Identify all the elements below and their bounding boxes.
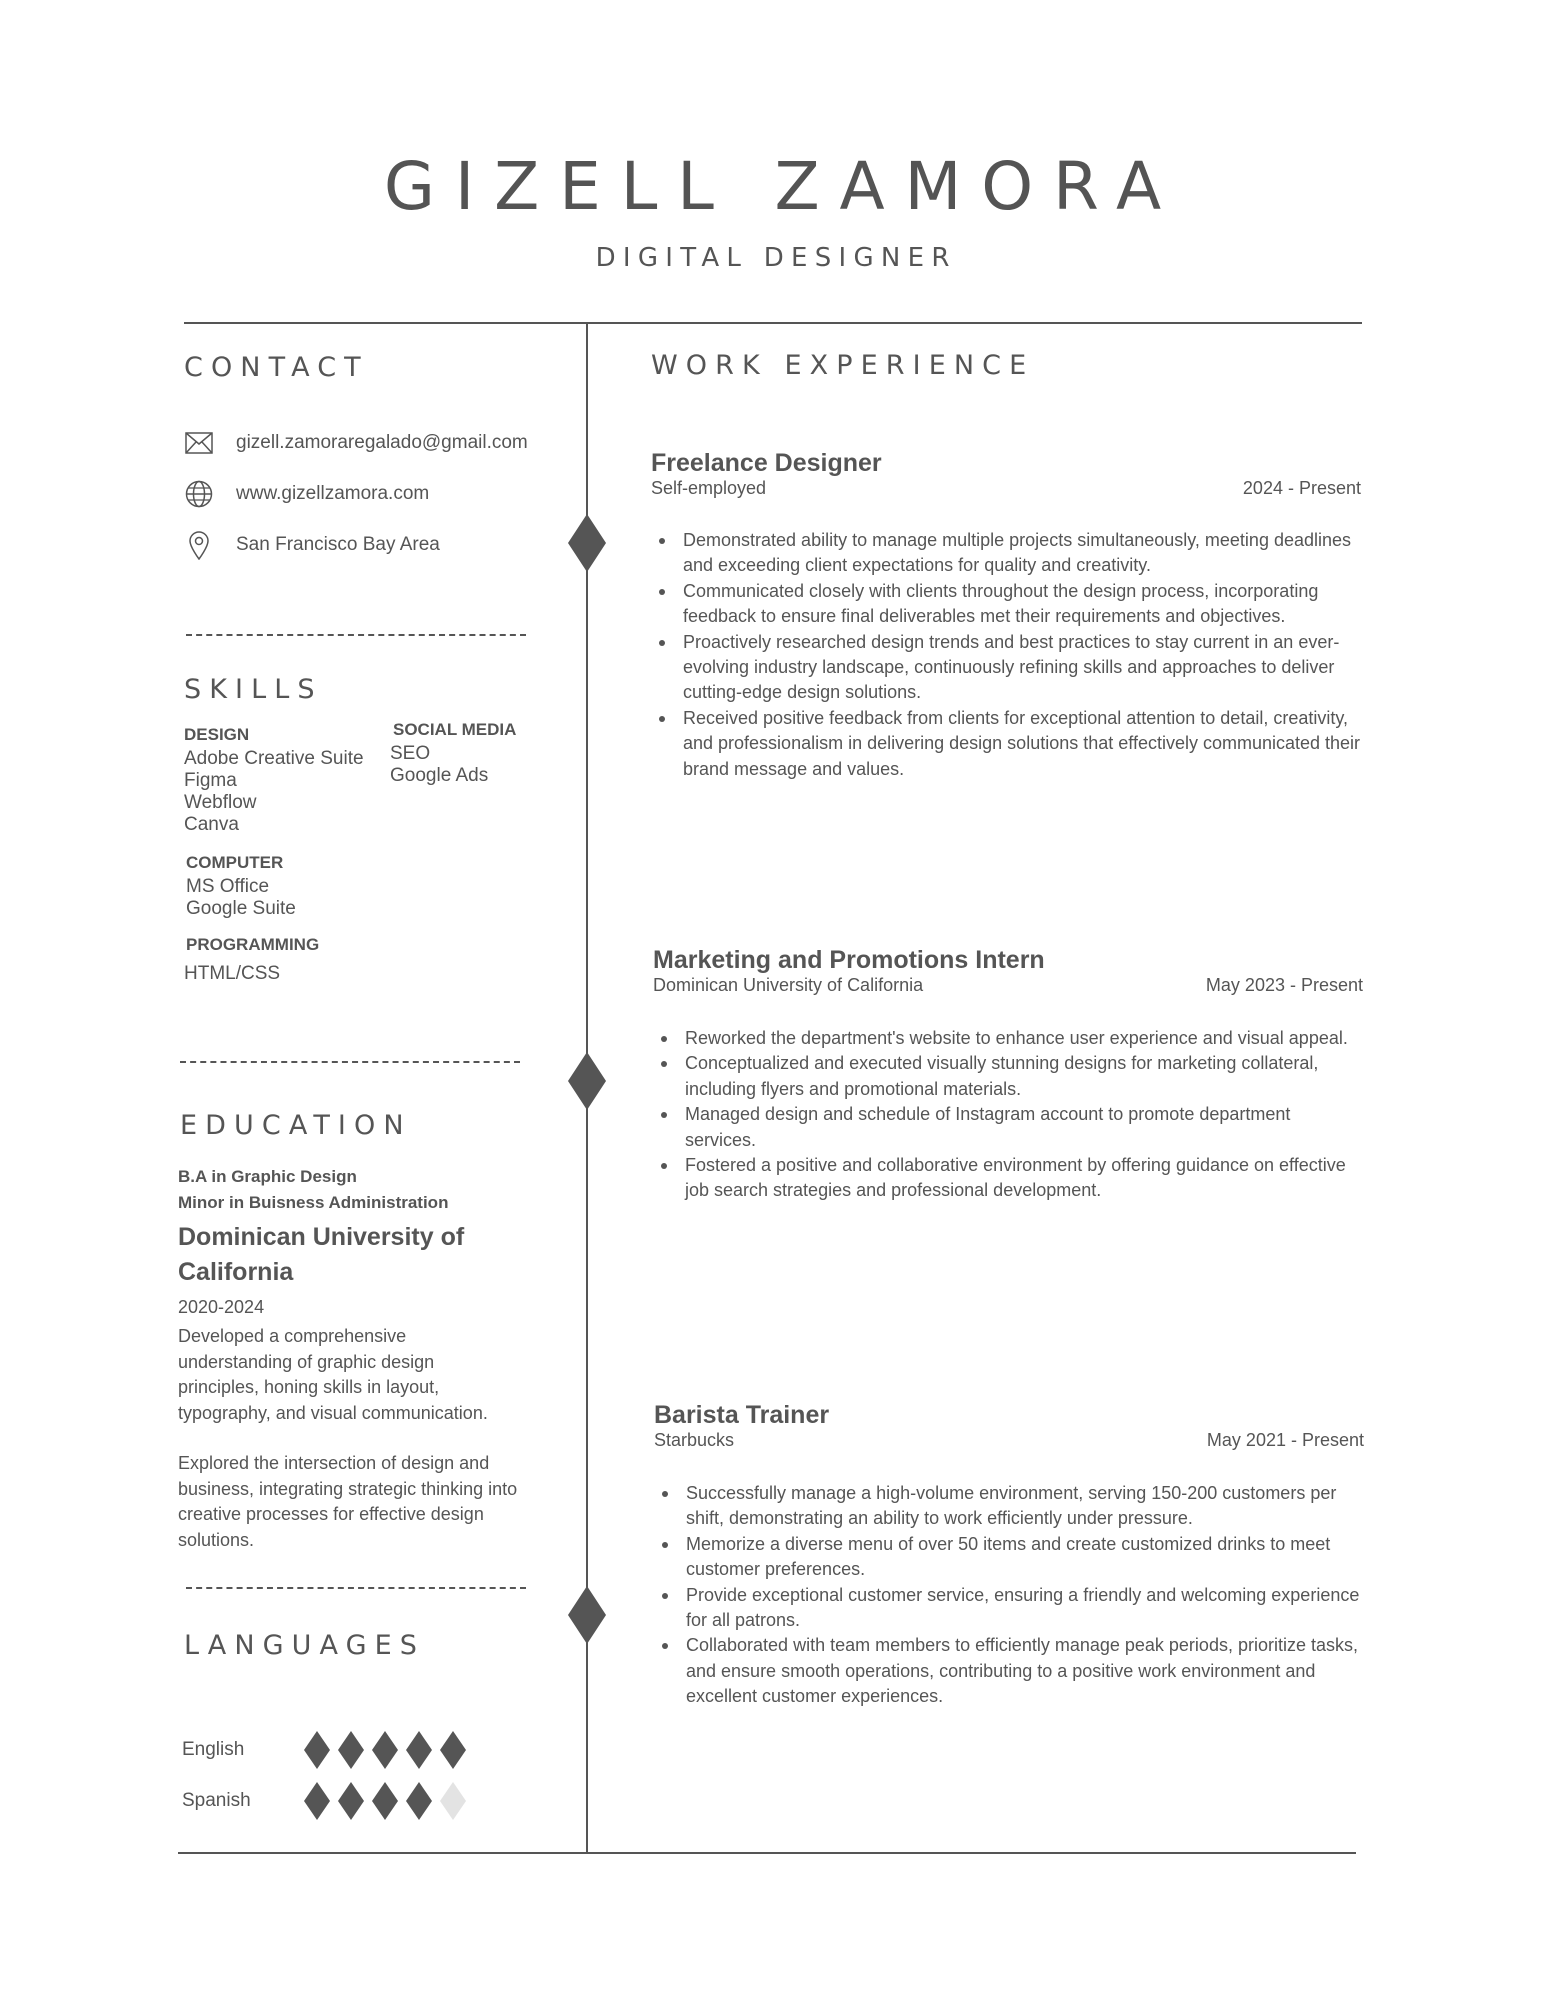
language-name: English xyxy=(182,1739,245,1760)
job-title: Freelance Designer xyxy=(651,449,882,477)
language-level xyxy=(304,1782,474,1820)
envelope-icon xyxy=(184,428,214,458)
bottom-divider xyxy=(178,1852,1356,1854)
job-entry-marketing-intern xyxy=(653,945,1363,1204)
level-diamond-filled-icon xyxy=(406,1782,432,1820)
level-diamond-filled-icon xyxy=(338,1731,364,1769)
job-title: Marketing and Promotions Intern xyxy=(653,946,1045,974)
skill-item: Google Ads xyxy=(390,765,489,786)
level-diamond-filled-icon xyxy=(406,1731,432,1769)
education-degree: B.A in Graphic Design xyxy=(178,1167,357,1186)
skills-social-media xyxy=(390,720,516,787)
job-bullet: Managed design and schedule of Instagram account to promote department services. xyxy=(653,1102,1363,1153)
contact-location xyxy=(184,530,440,560)
level-diamond-filled-icon xyxy=(440,1731,466,1769)
location-pin-icon xyxy=(184,530,214,560)
level-diamond-filled-icon xyxy=(304,1731,330,1769)
job-company: Dominican University of California xyxy=(653,975,924,995)
skills-design-head: DESIGN xyxy=(184,725,250,744)
skills-separator xyxy=(180,1061,520,1063)
job-bullet: Fostered a positive and collaborative environment by offering guidance on effective job search strategies and professional development. xyxy=(653,1153,1363,1204)
education-school-line2: California xyxy=(178,1258,294,1286)
job-bullet: Proactively researched design trends and best practices to stay current in an ever-evolving industry landscape, continuously refining skills and approaches to deliver cutting-edge design solutions. xyxy=(651,630,1361,706)
level-diamond-filled-icon xyxy=(372,1731,398,1769)
skills-social-head: SOCIAL MEDIA xyxy=(393,720,517,739)
skill-item: Adobe Creative Suite xyxy=(184,748,364,769)
skill-item: Figma xyxy=(184,770,237,791)
job-entry-freelance xyxy=(651,448,1361,782)
level-diamond-filled-icon xyxy=(372,1782,398,1820)
job-company: Self-employed xyxy=(651,478,767,498)
job-bullet: Reworked the department's website to enhance user experience and visual appeal. xyxy=(653,1026,1363,1051)
resume-role: DIGITAL DESIGNER xyxy=(595,243,957,273)
contact-email-text: gizell.zamoraregalado@gmail.com xyxy=(236,432,528,453)
job-bullets xyxy=(654,1481,1364,1710)
divider-diamond-2 xyxy=(568,1052,606,1110)
education-minor: Minor in Buisness Administration xyxy=(178,1193,449,1212)
languages-title: LANGUAGES xyxy=(184,1630,426,1661)
education-years: 2020-2024 xyxy=(178,1297,265,1317)
language-english xyxy=(182,1730,474,1770)
skills-programming xyxy=(186,935,319,985)
skills-title: SKILLS xyxy=(184,674,323,705)
language-spanish xyxy=(182,1781,474,1821)
job-dates: 2024 - Present xyxy=(1242,478,1361,498)
education-description-2: Explored the intersection of design and business, integrating strategic thinking into creative processes for effective design solutions. xyxy=(178,1453,518,1550)
resume-name: GIZELL ZAMORA xyxy=(383,148,1181,225)
job-bullet: Received positive feedback from clients for exceptional attention to detail, creativity, and professionalism in delivering design solutions that effectively communicated their brand message and values. xyxy=(651,706,1361,782)
contact-website[interactable] xyxy=(184,479,429,509)
job-bullet: Memorize a diverse menu of over 50 items and create customized drinks to meet customer preferences. xyxy=(654,1532,1364,1583)
skills-computer xyxy=(186,853,296,920)
job-bullet: Demonstrated ability to manage multiple projects simultaneously, meeting deadlines and exceeding client expectations for quality and creativity. xyxy=(651,528,1361,579)
education-separator xyxy=(186,1587,526,1589)
level-diamond-empty-icon xyxy=(440,1782,466,1820)
contact-email[interactable] xyxy=(184,428,528,458)
job-dates: May 2023 - Present xyxy=(1205,975,1363,995)
divider-diamond-1 xyxy=(568,514,606,572)
level-diamond-filled-icon xyxy=(338,1782,364,1820)
level-diamond-filled-icon xyxy=(304,1782,330,1820)
job-bullets xyxy=(653,1026,1363,1204)
divider-diamond-3 xyxy=(568,1586,606,1644)
job-bullet: Conceptualized and executed visually stunning designs for marketing collateral, including flyers and promotional materials. xyxy=(653,1051,1363,1102)
job-bullet: Successfully manage a high-volume environment, serving 150-200 customers per shift, demonstrating an ability to work efficiently under pressure. xyxy=(654,1481,1364,1532)
education-entry xyxy=(178,1164,518,1553)
job-entry-barista-trainer xyxy=(654,1400,1364,1710)
skills-computer-head: COMPUTER xyxy=(186,853,284,872)
education-school-line1: Dominican University of xyxy=(178,1223,465,1251)
globe-icon xyxy=(184,479,214,509)
contact-website-text: www.gizellzamora.com xyxy=(236,483,430,504)
job-bullets xyxy=(651,528,1361,782)
job-title: Barista Trainer xyxy=(654,1401,830,1429)
job-dates: May 2021 - Present xyxy=(1206,1430,1364,1450)
skill-item: Google Suite xyxy=(186,898,296,919)
contact-location-text: San Francisco Bay Area xyxy=(236,534,440,555)
contact-separator xyxy=(186,634,526,636)
education-title: EDUCATION xyxy=(180,1110,412,1141)
language-level xyxy=(304,1731,474,1769)
job-company: Starbucks xyxy=(654,1430,735,1450)
skill-item: Webflow xyxy=(184,792,257,813)
skills-design xyxy=(184,725,364,836)
contact-title: CONTACT xyxy=(184,352,369,383)
job-bullet: Collaborated with team members to efficiently manage peak periods, prioritize tasks, and ensure smooth operations, contributing to a positive work environment and excellent customer experiences. xyxy=(654,1633,1364,1709)
skill-item: HTML/CSS xyxy=(184,963,281,984)
skill-item: SEO xyxy=(390,743,431,764)
skill-item: MS Office xyxy=(186,876,270,897)
job-bullet: Communicated closely with clients throughout the design process, incorporating feedback to ensure final deliverables met their requirements and objectives. xyxy=(651,579,1361,630)
skills-programming-head: PROGRAMMING xyxy=(186,935,320,954)
education-description-1: Developed a comprehensive understanding of graphic design principles, honing skills in layout, typography, and visual communication. xyxy=(178,1326,488,1423)
work-experience-title: WORK EXPERIENCE xyxy=(651,350,1035,381)
top-divider xyxy=(184,322,1362,324)
language-name: Spanish xyxy=(182,1790,251,1811)
job-bullet: Provide exceptional customer service, ensuring a friendly and welcoming experience for all patrons. xyxy=(654,1583,1364,1634)
skill-item: Canva xyxy=(184,814,239,835)
